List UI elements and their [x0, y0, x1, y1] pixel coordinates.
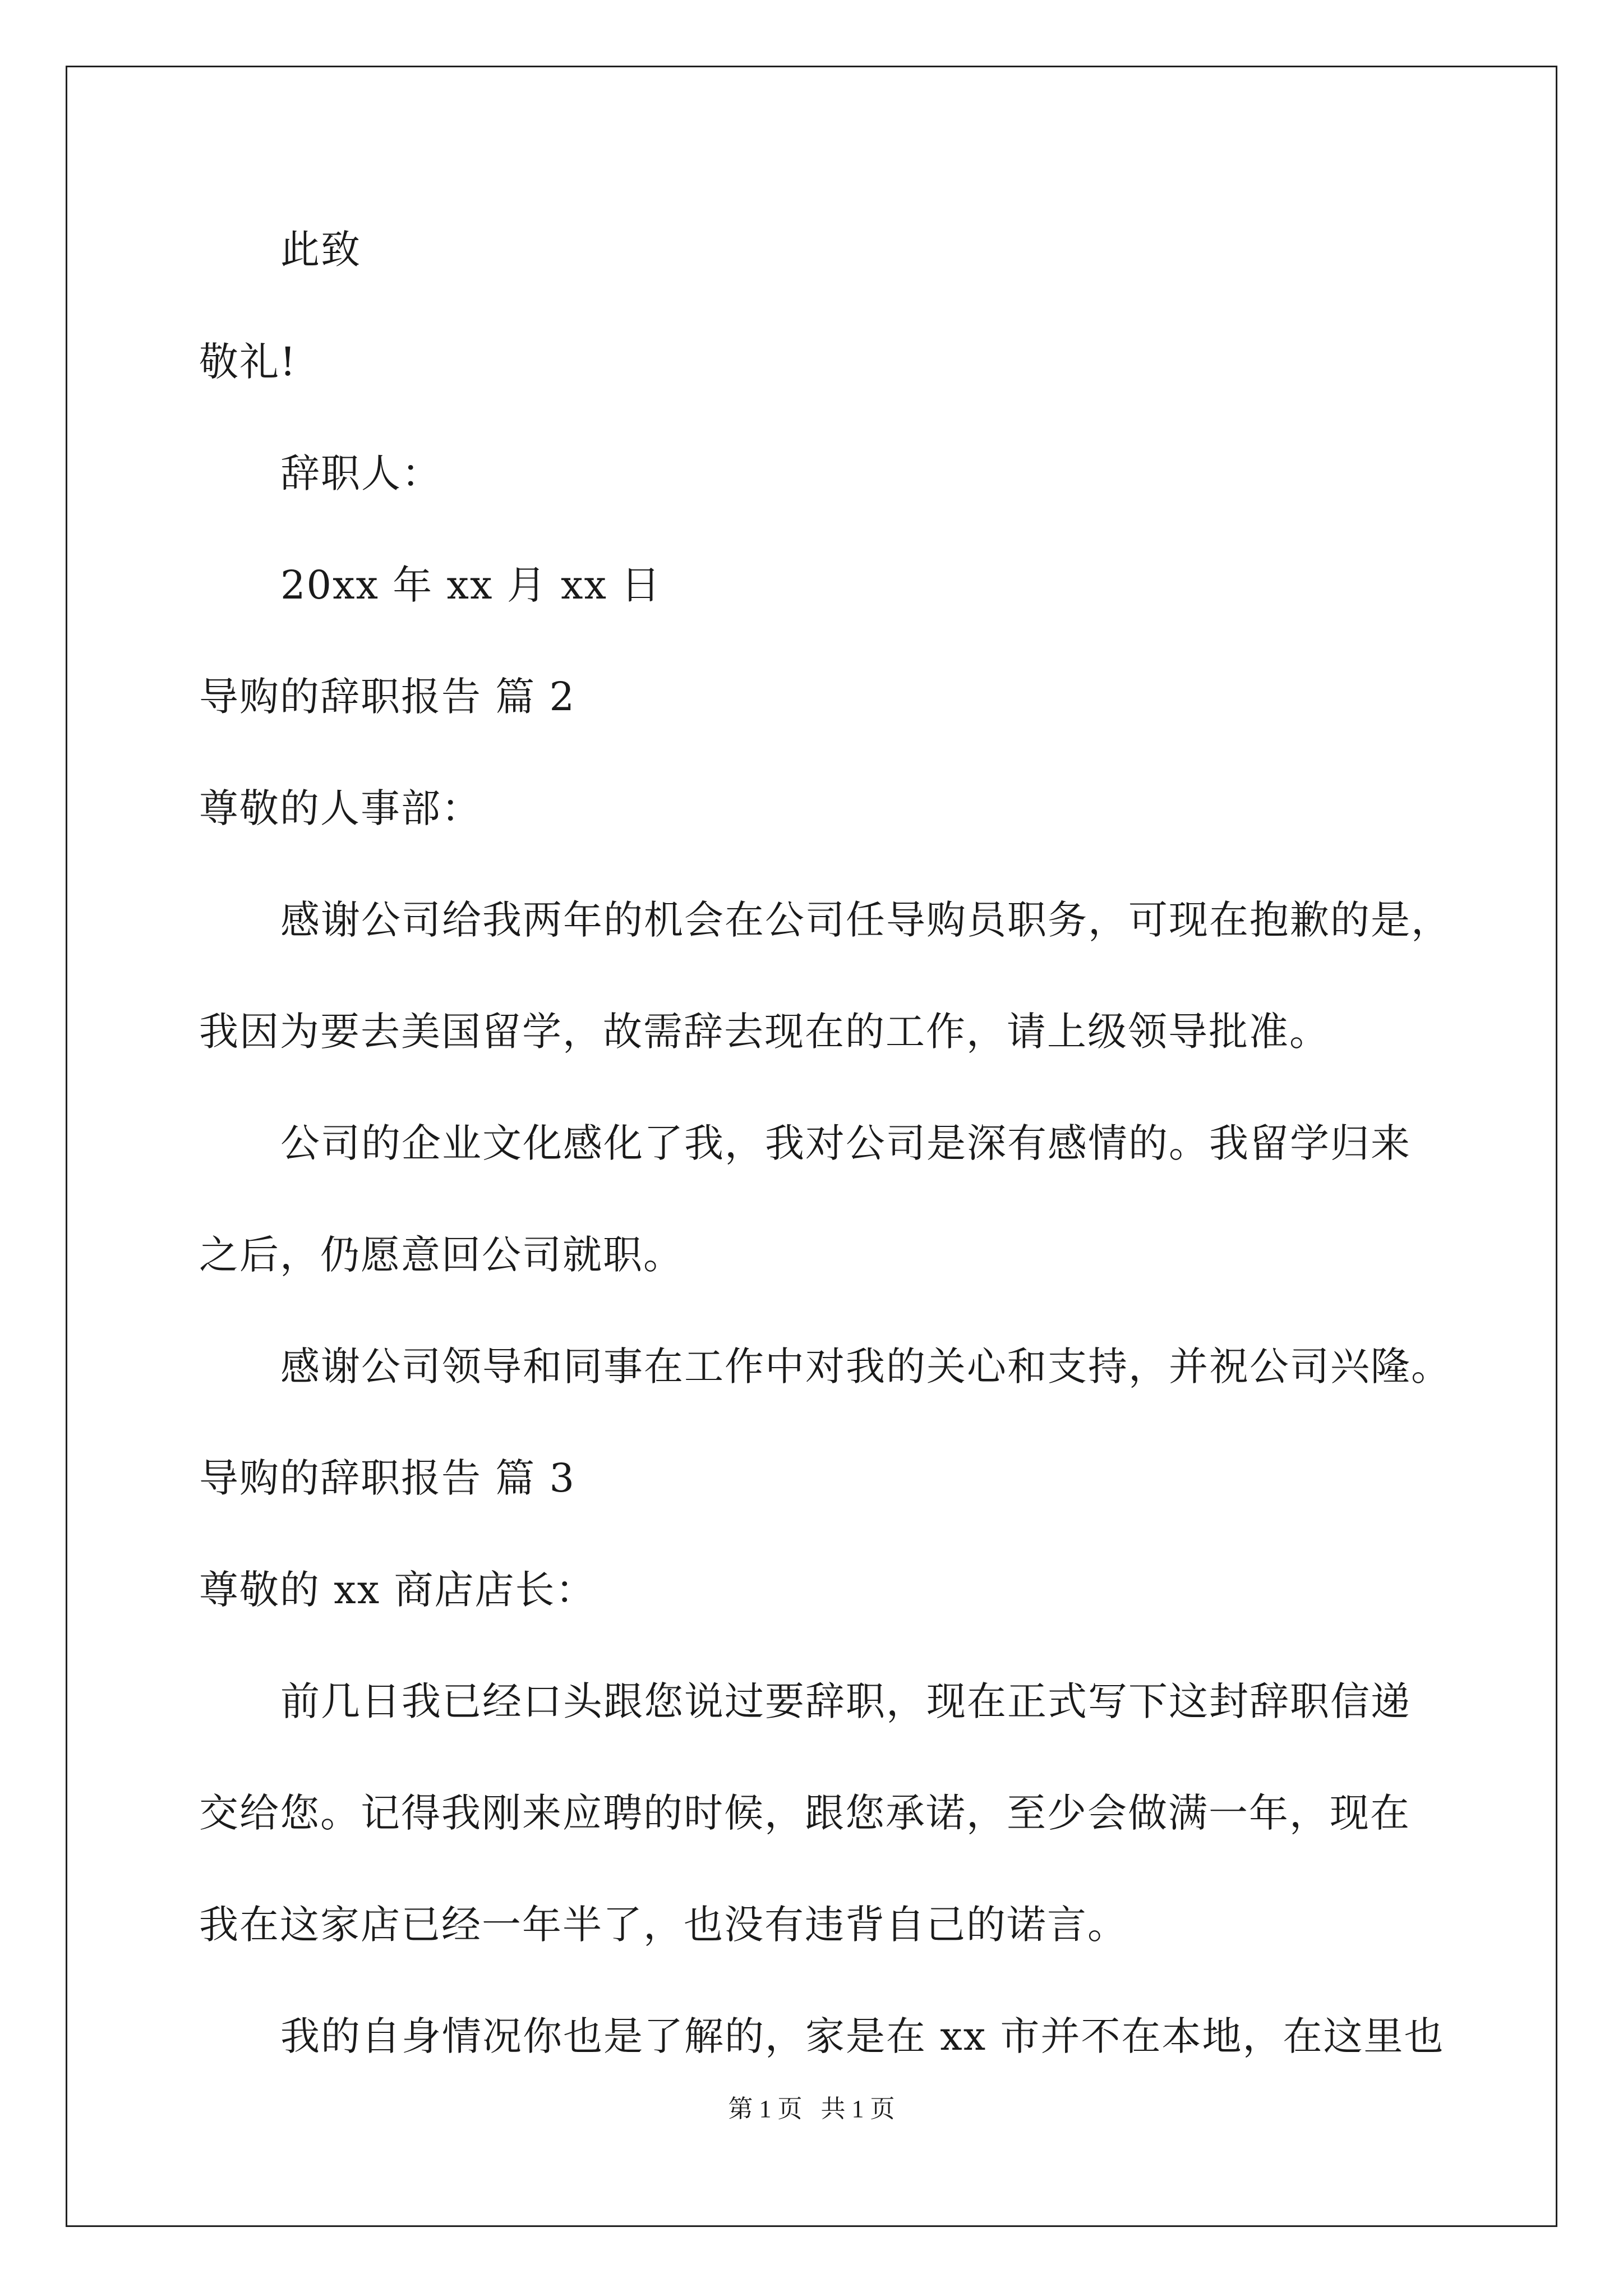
- addressee-line: 尊敬的人事部：: [199, 785, 482, 831]
- paragraph-line: 公司的企业文化感化了我，我对公司是深有感情的。我留学归来: [280, 1120, 1411, 1166]
- page-number-footer: 第 1 页 共 1 页: [728, 2095, 895, 2123]
- paragraph-line: 我因为要去美国留学，故需辞去现在的工作，请上级领导批准。: [199, 1009, 1330, 1055]
- paragraph-line: 前几日我已经口头跟您说过要辞职，现在正式写下这封辞职信递: [280, 1678, 1411, 1724]
- paragraph-line: 我的自身情况你也是了解的，家是在 xx 市并不在本地，在这里也: [280, 2013, 1445, 2059]
- paragraph-line: 感谢公司给我两年的机会在公司任导购员职务，可现在抱歉的是，: [280, 897, 1451, 943]
- closing-salutation: 此致: [280, 227, 361, 273]
- paragraph-line: 之后，仍愿意回公司就职。: [199, 1232, 684, 1278]
- paragraph-line: 交给您。记得我刚来应聘的时候，跟您承诺，至少会做满一年，现在: [199, 1790, 1410, 1836]
- paragraph-line: 感谢公司领导和同事在工作中对我的关心和支持，并祝公司兴隆。: [280, 1343, 1451, 1389]
- section-heading-2: 导购的辞职报告 篇 2: [199, 674, 576, 720]
- signature-label: 辞职人：: [280, 450, 442, 496]
- addressee-line: 尊敬的 xx 商店店长：: [199, 1567, 596, 1613]
- closing-regards: 敬礼!: [199, 339, 297, 385]
- date-line: 20xx 年 xx 月 xx 日: [280, 562, 662, 608]
- section-heading-3: 导购的辞职报告 篇 3: [199, 1455, 576, 1501]
- paragraph-line: 我在这家店已经一年半了，也没有违背自己的诺言。: [199, 1902, 1128, 1948]
